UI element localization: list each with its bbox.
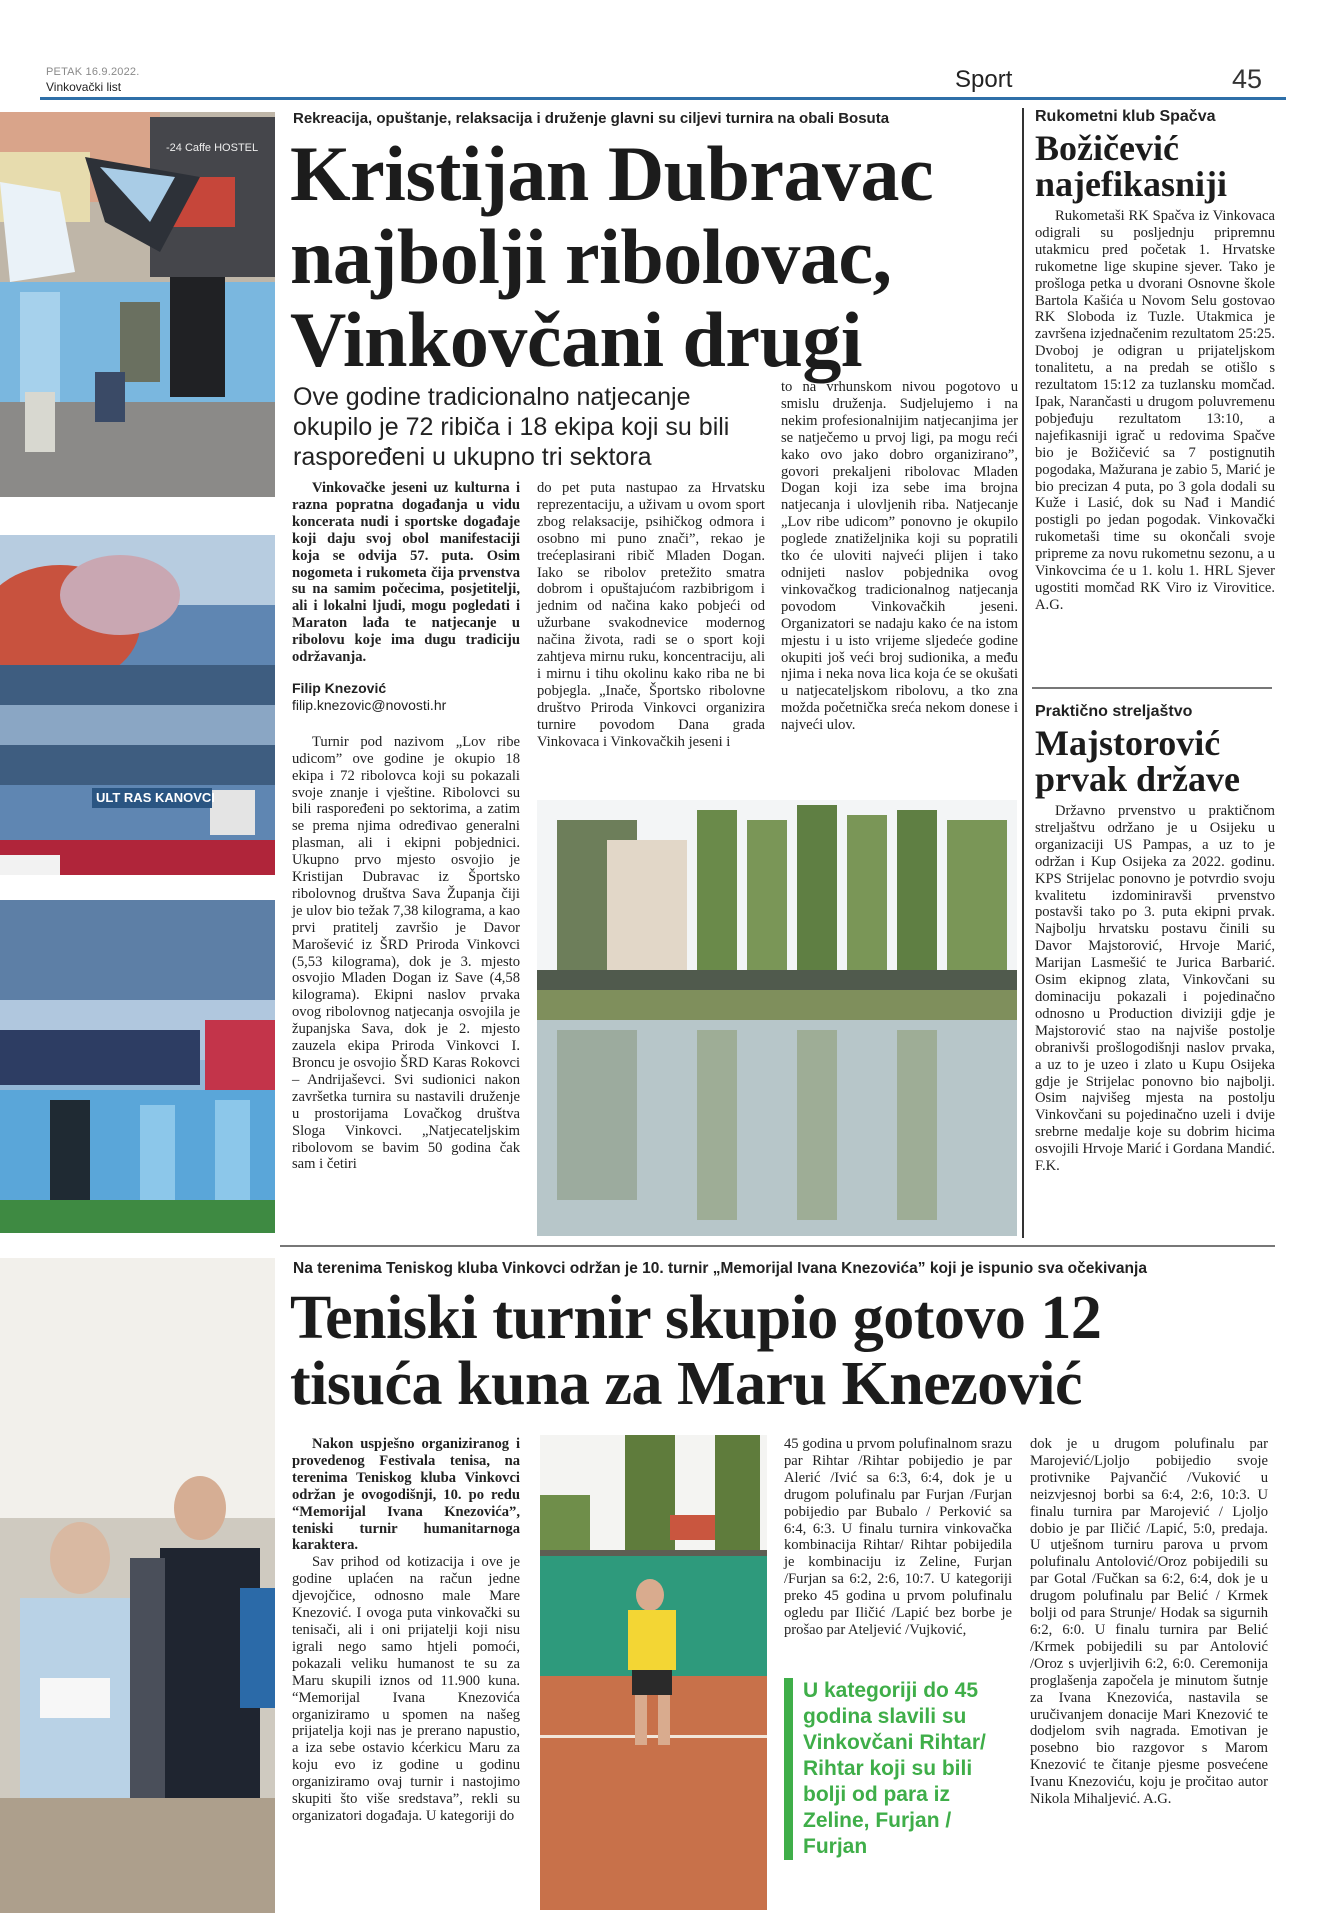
- shooting-headline-line: Majstorović: [1035, 723, 1221, 763]
- shooting-headline-line: prvak države: [1035, 759, 1240, 799]
- pull-quote: U kategoriji do 45 godina slavili su Vinkovčani Rihtar/ Rihtar koji su bili bolji od para iz Zeline, Furjan / Furjan: [784, 1678, 1008, 1860]
- tennis-headline-line: tisuća kuna za Maru Knezović: [290, 1350, 1082, 1418]
- tennis-column-2: [784, 1436, 1012, 1639]
- section-divider: [280, 1245, 1275, 1247]
- fishing-column-2: [537, 480, 765, 751]
- section-title: Sport: [955, 66, 1013, 93]
- fishing-body-text: do pet puta nastupao za Hrvatsku reprezentaciju, a uživam u ovom sport zbog relaksacije, psihičkog odmora i osobno mi puno znači”, rekao je trećeplasirani ribič Mladen Dogan. Iako se ribolov pretežito smatra dobrom i opuštajućom razbibrigom i jednim od načina kako pobjeći od užurbane svakodnevice modernog načina života, radi se o sport koji zahtjeva mirnu ruku, koncentraciju, ali i mirnu i tihu okolinu kako riba ne bi pobjegla. „Inače, Športsko ribolovne društvo Priroda Vinkovci organizira turnire povodom Dana grada Vinkovaca i Vinkovačkih jeseni i: [537, 480, 765, 750]
- sidebar-divider: [1032, 687, 1272, 689]
- tennis-kicker: Na terenima Teniskog kluba Vinkovci održan je 10. turnir „Memorijal Ivana Knezovića” koji je ispunio sva očekivanja: [293, 1260, 1147, 1277]
- handball-body: [1035, 208, 1275, 614]
- tennis-column-3: [1030, 1436, 1268, 1808]
- fishing-column-1: [292, 480, 520, 1173]
- issue-date: PETAK 16.9.2022.: [46, 66, 140, 78]
- tennis-body-text: dok je u drugom polufinalu par Marojević/Ljoljo pobijedio svoje protivnike Pajvančić /Vuković u neizvjesnoj borbi sa 6:4, 2:6, 10:3. U finalu turnira par Marojević / Ljoljo dobio je par Iličić /Lapić, 5:0, predaja. U utješnom turniru parova u prvom polufinalu Antolović/Oroz pobijedili su par Gotal /Fučkan sa 6:2, 6:4, dok je u drugom polufinalu par Belić / Krmek bolji od para Strunje/ Hodak sa sigurnih 6:2, 6:0. U finalu turnira par Belić /Krmek pobijedili su par Antolović /Oroz s uvjerljivih 6:2, 6:0. Ceremonija proglašenja započela je minutom šutnje za Ivana Knezovića, nastavila se uručivanjem donacije Mari Knezović te dodjelom svih nagrada. Emotivan je posebno bio razgovor s Marom Knezović te čitanje pjesme posvećene Ivanu Knezoviću, koju je pročitao autor Nikola Mihaljević. A.G.: [1030, 1436, 1268, 1808]
- fishing-headline: [290, 132, 1020, 381]
- tennis-body-text: Sav prihod od kotizacija i ove je godine uplaćen na račun jedne djevojčice, odnosno male Mare Knezović. I ovoga puta vinkovački su tenisači, ali i oni prijatelji koji nisu igrali nego samo htjeli pomoći, pokazali veliku humanost te su za Maru skupili iznos od 11.900 kuna. “Memorijal Ivana Knezovića organiziramo u spomen na našeg prijatelja koji nas je prerano napustio, a iza sebe ostavio kćerkicu Maru za koju evo iz godine u godinu organiziramo ovaj turnir i nastojimo skupiti što više sredstava”, rekli su organizatori događaja. U kategoriji do: [292, 1554, 520, 1824]
- fishing-headline-line: Vinkovčani drugi: [290, 296, 863, 383]
- byline-name: Filip Knezović: [292, 679, 387, 696]
- handball-kicker: Rukometni klub Spačva: [1035, 108, 1216, 125]
- handball-headline-line: Božičević: [1035, 128, 1179, 168]
- shooting-headline: [1035, 725, 1275, 797]
- handball-article: [1035, 108, 1275, 614]
- handball-headline-line: najefikasniji: [1035, 164, 1228, 204]
- page-number: 45: [1232, 64, 1263, 94]
- tennis-lead: Nakon uspješno organiziranog i provedenog Festivala tenisa, na terenima Teniskog kluba Vinkovci održan je ovogodišnji, 10. po redu “Memorijal Ivana Knezovića”, teniski turnir humanitarnoga karaktera.: [292, 1436, 520, 1554]
- photo-football-team: [0, 900, 275, 1233]
- header-rule: [40, 97, 1286, 100]
- fishing-deck: Ove godine tradicionalno natjecanje okupilo je 72 ribiča i 18 ekipa koji su bili raspoređeni u ukupno tri sektora: [293, 383, 730, 471]
- handball-headline: [1035, 130, 1275, 202]
- tennis-headline-line: Teniski turnir skupio gotovo 12: [290, 1284, 1102, 1352]
- fishing-body-text: Turnir pod nazivom „Lov ribe udicom” ove godine je okupio 18 ekipa i 72 ribolovca koji su pokazali svoje znanje i vještine. Ribolovci su bili raspoređeni po sektorima, a zatim se prema njima određivao generalni plasman, ali i ekipni pobjednici. Ukupno prvo mjesto osvojio je Kristijan Dubravac iz Športsko ribolovnog društva Sava Županja čiji je ulov bio težak 7,38 kilograma, a kao prvi pratitelj završio je Davor Marošević iz ŠRD Priroda Vinkovci (5,53 kilograma), dok je 3. mjesto osvojio Mladen Dogan iz Save (4,58 kilograma). Ekipni naslov prvaka ovog ribolovnog natjecanja osvojila je županjska Sava, dok je 2. mjesto zauzela ekipa Priroda Vinkovci I. Broncu je osvojio ŠRD Karas Rokovci – Andrijaševci. Svi sudionici nakon završetka turnira su nastavili druženje u prostorijama Lovačkog društva Sloga Vinkovci. „Natjecateljskim ribolovom se bavim 50 godina čak sam i četiri: [292, 733, 520, 1173]
- fishing-kicker: Rekreacija, opuštanje, relaksacija i druženje glavni su ciljevi turnira na obali Bosuta: [293, 110, 890, 127]
- column-divider: [1022, 108, 1024, 1238]
- photo-tennis-player: [540, 1435, 767, 1910]
- newspaper-name: Vinkovački list: [46, 80, 122, 94]
- fishing-lead: Vinkovačke jeseni uz kulturna i razna popratna događanja u vidu koncerata nudi i sportske događaje koji daju svoj obol manifestaciji koja se odvija 57. puta. Osim nogometa i rukometa čija prvenstva su na samim počecima, posjetitelji, ali i lokalni ljudi, mogu pogledati i Maraton lađa te natjecanje u ribolovu koje ima dugu tradiciju održavanja.: [292, 480, 520, 666]
- fishing-headline-line: Kristijan Dubravac: [290, 130, 934, 217]
- byline-email[interactable]: filip.knezovic@novosti.hr: [292, 696, 447, 713]
- shooting-body-text: Državno prvenstvo u praktičnom streljaštvu održano je u Osijeku u organizaciji US Pampas, a uz to je održan i Kup Osijeka za 2022. godinu. KPS Strijelac ponovno je potvrdio svoju kvalitetu izdominiravši prvenstvo postavši tako po 3. puta ekipni prvak. Najbolju hrvatsku postavu činili su Davor Majstorović, Hrvoje Marić, Marijan Lasmešić te Jurica Barbarić. Osim ekipnog zlata, Vinkovčani su dominaciju pokazali i pojedinačno odnosno u Production diviziji gdje je Majstorović stao na najviše postolje obranivši prošlogodišnji naslov prvaka, a uz to je uzeo i zlato u Kupu Osijeka gdje je Strijelac ponovno bio najbolji. Osim najvišeg mjesta na postolju Vinkovčani su pojedinačno uzeli i dvije srebrne medalje koje su dobrim hicima osvojili Hrvoje Marić i Gordana Mandić. F.K.: [1035, 803, 1275, 1175]
- fishing-headline-line: najbolji ribolovac,: [290, 213, 892, 300]
- photo-stadium-flares: [0, 535, 275, 875]
- tennis-column-1: [292, 1436, 520, 1825]
- shooting-body: [1035, 803, 1275, 1175]
- fishing-body-text: to na vrhunskom nivou pogotovo u smislu druženja. Sudjelujemo i na nekim profesionalnijim natjecanjima jer se natječemo u prvoj ligi, pa mogu reći kako ovo jako dobro organizirano”, govori prekaljeni ribolovac Mladen Dogan koji iza sebe ima brojna natjecanja i ulovljenih riba. Natjecanje „Lov ribe udicom” ponovno je okupilo poglede znatiželjnika koji su popratili tko će uloviti najveći plijen i tako odnijeti naslov pobjednika ovog vinkovačkog tradicionalnog natjecanja povodom Vinkovačkih jeseni. Organizatori se nadaju kako će na istom mjestu i u isto vrijeme sljedeće godine okupiti još veći broj sudionika, a među njima i neka nova lica koja će se okušati u natjecateljskom ribolovu, a tko zna možda početnička sreća nekom donese i najveći ulov.: [781, 379, 1018, 734]
- stadium-banner-text: ULT RAS KANOVCI: [92, 788, 212, 808]
- fishing-column-3: [781, 379, 1018, 734]
- photo-river-anglers: [537, 800, 1017, 1236]
- photo-award-ceremony: [0, 1258, 275, 1913]
- tennis-headline: [290, 1285, 1280, 1417]
- shooting-article: [1035, 703, 1275, 1175]
- photo-fans-march: [0, 112, 275, 497]
- handball-body-text: Rukometaši RK Spačva iz Vinkovaca odigrali su posljednju pripremnu utakmicu pred početak 1. Hrvatske rukometne lige skupine sjever. Tako je prošloga petka u dvorani Osnovne škole Bartola Kašića u Novom Selu gostovao RK Sloboda iz Tuzle. Utakmica je završena izjednačenim rezultatom 25:25. Dvoboj je odigran u prijateljskom tonalitetu, a na predah se otišlo s rezultatom 15:12 za tuzlansku momčad. Ipak, Narančasti u drugom poluvremenu pobjeđuju rezultatom 13:10, a najefikasniji igrač u redovima Spačve bio je Božičević sa 7 postignutih pogodaka, Mažurana je zabio 5, Marić je bio precizan 4 puta, po 3 gola dodali su Kuže i Lasić, dok su Nađ i Mandić postigli po jedan pogodak. Vinkovački rukometaši time su okončali svoje pripreme za novu rukometnu sezonu, a u Vinkovcima će u 1. kolu 1. HRL Sjever ugostiti momčad RK Viro iz Virovitice. A.G.: [1035, 208, 1275, 613]
- tennis-body-text: 45 godina u prvom polufinalnom srazu par Rihtar /Rihtar pobijedio je par Alerić /Ivić sa 6:3, 6:4, dok je u drugom polufinalu par Furjan /Furjan pobijedio par Bubalo / Perković sa 6:4, 6:3. U finalu turnira vinkovačka kombinacija Rihtar/ Rihtar pobijedila je kombinaciju iz Zeline, Furjan /Furjan sa 6:2, 2:6, 10:7. U kategoriji preko 45 godina u prvom polufinalu ogledu par Iličić /Lapić bez borbe je prošao par Ateljević /Vujković,: [784, 1436, 1012, 1638]
- cafe-sign-text: -24 Caffe HOSTEL: [166, 142, 259, 154]
- shooting-kicker: Praktično streljaštvo: [1035, 703, 1193, 720]
